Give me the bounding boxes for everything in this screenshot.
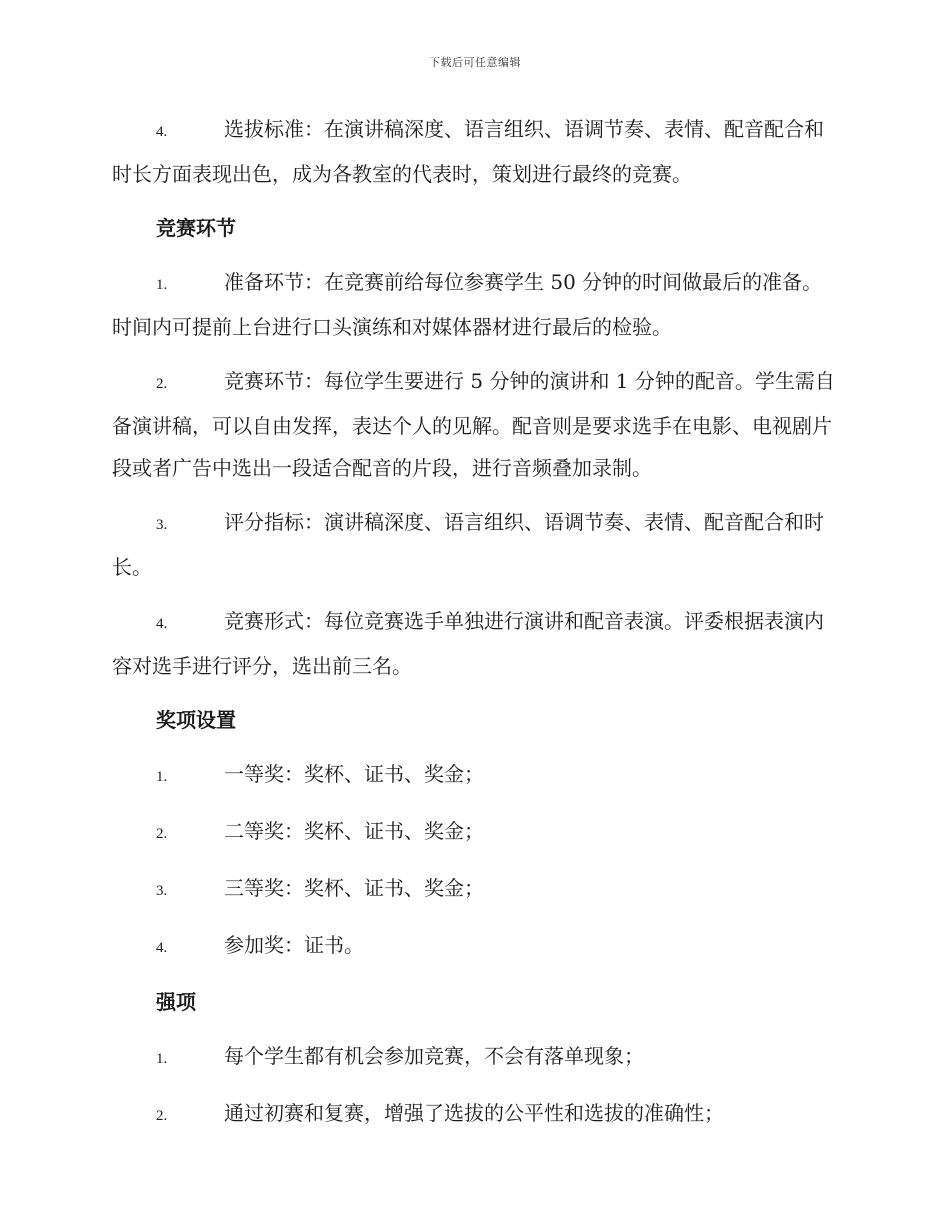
item-number: 1. [156,769,168,785]
section-heading-awards: 奖项设置 [156,708,236,732]
item-number: 2. [156,376,168,392]
item-text: 准备环节：在竞赛前给每位参赛学生 50 分钟的时间做最后的准备。时间内可提前上台进行口头演练和对媒体器材进行最后的检验。 [112,270,823,339]
paragraph-competition-stage [112,360,838,489]
list-item-second-prize [112,810,838,855]
item-text: 竞赛环节：每位学生要进行 5 分钟的演讲和 1 分钟的配音。学生需自备演讲稿，可以自由发挥，表达个人的见解。配音则是要求选手在电影、电视剧片段或者广告中选出一段适合配音的片段，进行音频叠加录制。 [112,369,835,480]
item-text: 竞赛形式：每位竞赛选手单独进行演讲和配音表演。评委根据表演内容对选手进行评分，选出前三名。 [112,609,824,678]
list-item-strength-1 [112,1035,838,1080]
section-heading-strengths: 强项 [156,990,196,1014]
paragraph-selection-criteria [112,108,838,195]
item-text: 通过初赛和复赛，增强了选拔的公平性和选拔的准确性； [224,1101,724,1125]
item-number: 1. [156,277,168,293]
item-number: 4. [156,124,168,140]
item-text: 一等奖：奖杯、证书、奖金； [224,762,484,786]
list-item-strength-2 [112,1092,838,1137]
item-number: 2. [156,826,168,842]
document-body [112,108,838,1149]
item-number: 3. [156,883,168,899]
item-number: 3. [156,517,168,533]
item-text: 评分指标：演讲稿深度、语言组织、语调节奏、表情、配音配合和时长。 [112,510,824,579]
item-text: 二等奖：奖杯、证书、奖金； [224,819,484,843]
item-number: 4. [156,940,168,956]
page-header: 下载后可任意编辑 [429,56,521,69]
item-text: 参加奖：证书。 [224,933,364,957]
item-number: 1. [156,1051,168,1067]
item-text: 三等奖：奖杯、证书、奖金； [224,876,484,900]
paragraph-preparation [112,261,838,348]
list-item-participation-prize [112,924,838,969]
item-text: 每个学生都有机会参加竞赛，不会有落单现象； [224,1044,644,1068]
list-item-first-prize [112,753,838,798]
paragraph-scoring [112,501,838,588]
item-number: 4. [156,616,168,632]
list-item-third-prize [112,867,838,912]
item-text: 选拔标准：在演讲稿深度、语言组织、语调节奏、表情、配音配合和时长方面表现出色，成为各教室的代表时，策划进行最终的竞赛。 [112,117,824,186]
item-number: 2. [156,1108,168,1124]
section-heading-competition: 竞赛环节 [156,216,236,240]
paragraph-format [112,600,838,687]
